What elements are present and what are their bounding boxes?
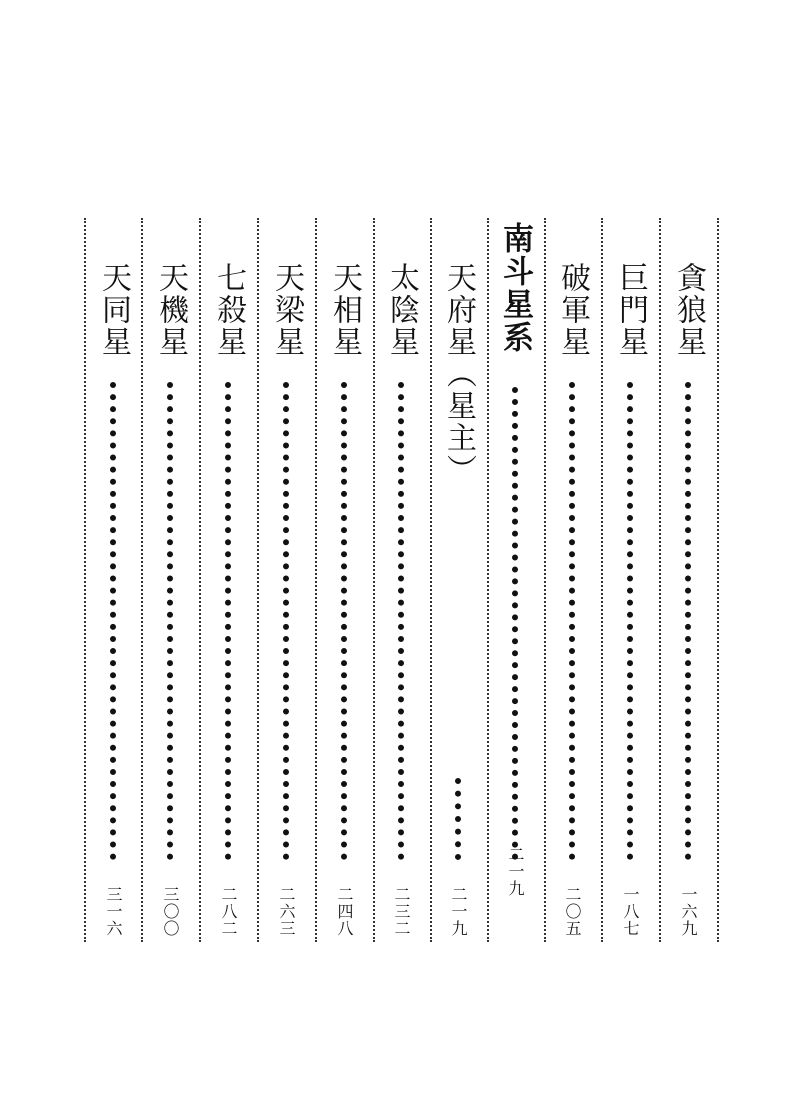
column-divider [257, 218, 259, 942]
dot-leader [512, 387, 518, 860]
column-divider [717, 218, 719, 942]
toc-entry[interactable] [324, 262, 364, 942]
toc-entry[interactable] [381, 262, 421, 942]
section-title: 南斗星系 [497, 222, 533, 354]
page-number: 一六九 [679, 886, 698, 937]
toc-entry[interactable] [150, 262, 190, 942]
column-divider [487, 218, 489, 942]
entry-title: 破軍星 [555, 262, 590, 358]
dot-leader [283, 382, 289, 860]
column-divider [601, 218, 603, 942]
entry-title: 天梁星 [269, 262, 304, 358]
toc-entry[interactable] [668, 262, 708, 942]
dot-leader [627, 382, 633, 860]
entry-title: 七殺星 [211, 262, 246, 358]
entry-title: 天相星 [327, 262, 362, 358]
column-divider [544, 218, 546, 942]
dot-leader [455, 778, 461, 860]
column-divider [141, 218, 143, 942]
column-divider [84, 218, 86, 942]
page-number: 二〇五 [563, 886, 582, 937]
toc-entry[interactable] [610, 262, 650, 942]
column-divider [659, 218, 661, 942]
page-number: 二一九 [506, 846, 525, 897]
page-number: 一八七 [621, 886, 640, 937]
column-divider [199, 218, 201, 942]
dot-leader [341, 382, 347, 860]
entry-title: 天府星（星主） [441, 262, 476, 486]
toc-entry[interactable] [552, 262, 592, 942]
page-number: 二八二 [219, 886, 238, 937]
entry-title: 貪狼星 [671, 262, 706, 358]
page-number: 三一六 [104, 886, 123, 937]
entry-title: 天同星 [96, 262, 131, 358]
page-number: 二三二 [392, 886, 411, 937]
column-divider [315, 218, 317, 942]
entry-title: 巨門星 [613, 262, 648, 358]
dot-leader [685, 382, 691, 860]
toc-entry[interactable] [266, 262, 306, 942]
column-divider [373, 218, 375, 942]
dot-leader [110, 382, 116, 860]
toc-entry[interactable] [438, 262, 478, 942]
page-number: 二四八 [335, 886, 354, 937]
page-number: 二一九 [449, 886, 468, 937]
dot-leader [225, 382, 231, 860]
toc-entry[interactable] [93, 262, 133, 942]
dot-leader [398, 382, 404, 860]
page-number: 二六三 [277, 886, 296, 937]
page-number: 三〇〇 [161, 886, 180, 937]
toc-entry[interactable] [208, 262, 248, 942]
column-divider [430, 218, 432, 942]
entry-title: 天機星 [153, 262, 188, 358]
entry-title: 太陰星 [384, 262, 419, 358]
toc-section-heading[interactable] [495, 222, 535, 902]
dot-leader [569, 382, 575, 860]
dot-leader [167, 382, 173, 860]
